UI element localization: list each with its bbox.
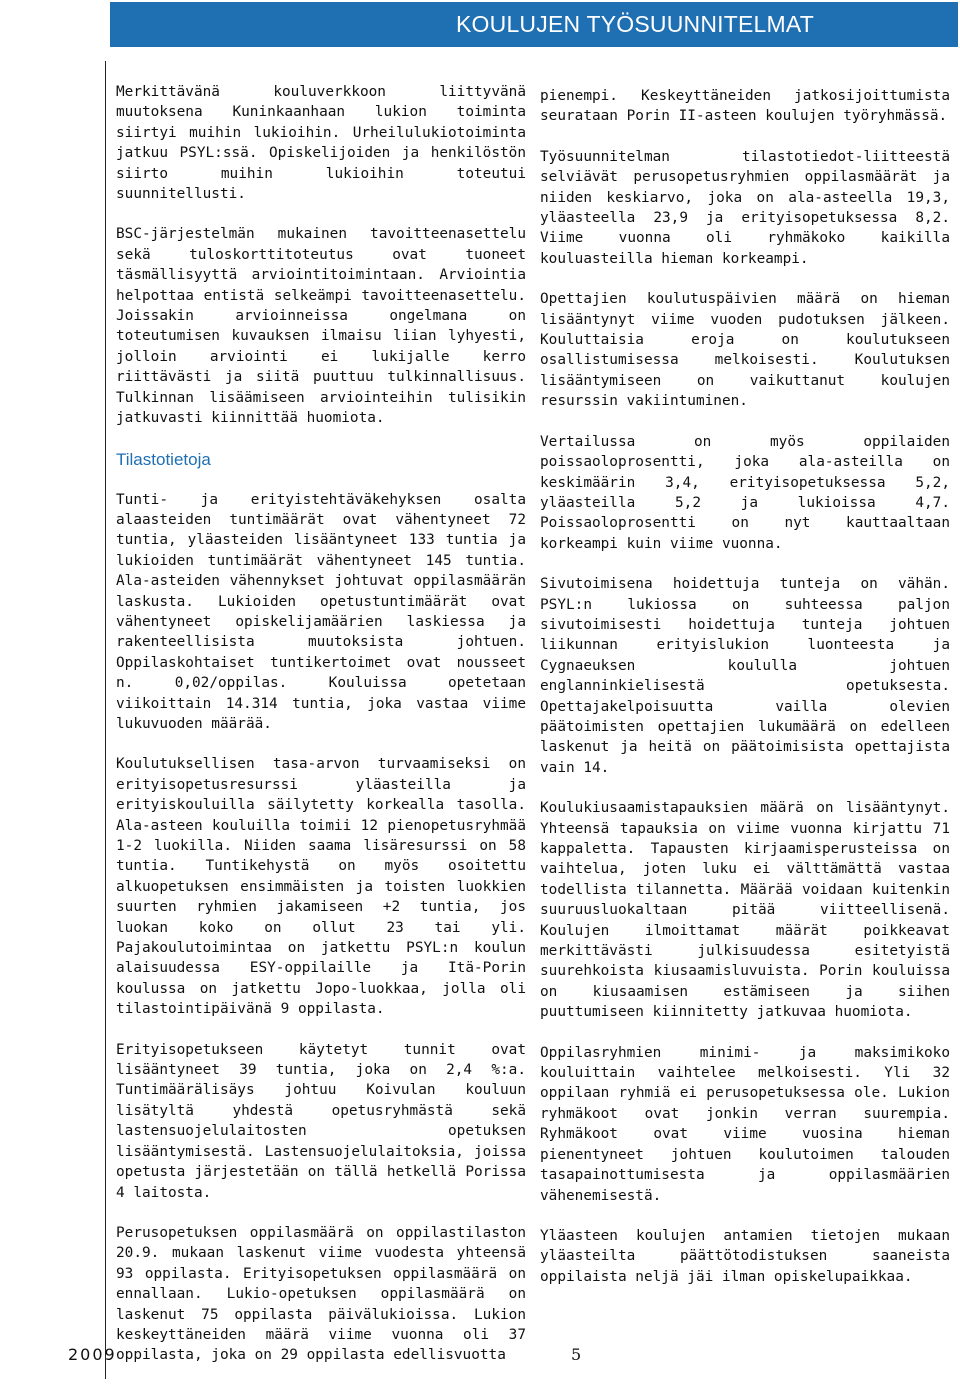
- page-number: 5: [571, 1345, 582, 1364]
- paragraph: Perusopetuksen oppilasmäärä on oppilastilaston 20.9. mukaan laskenut viime vuodesta yhteensä 93 oppilasta. Erityisopetuksen oppilasmäärä on ennallaan. Lukio-opetuksen oppilasmäärä on laskenut 75 oppilasta päivälukioissa. Lukion keskeyttäneiden määrä viime vuonna oli 37 oppilasta, joka on 29 oppilasta edellisvuotta: [116, 1224, 526, 1364]
- paragraph: Yläasteen koulujen antamien tietojen mukaan yläasteilta päättötodistuksen saaneista oppilaista neljä jäi ilman opiskelupaikkaa.: [540, 1227, 950, 1285]
- paragraph: Sivutoimisena hoidettuja tunteja on vähän. PSYL:n lukiossa on suhteessa paljon sivutoimisesti hoidettuja tunteja johtuen liikunnan erityislukion luonteesta ja Cygnaeuksen koululla johtuen englanninkielisestä opetuksesta. Opettajakelpoisuutta vailla olevien päätoimisten opettajien lukumäärä on edelleen laskenut ja heitä on päätoimisista opettajista vain 14.: [540, 576, 950, 776]
- paragraph: pienempi. Keskeyttäneiden jatkosijoittumista seurataan Porin II-asteen koulujen työryhmässä.: [540, 88, 950, 125]
- paragraph: Tunti- ja erityistehtäväkehyksen osalta alaasteiden tuntimäärät ovat vähentyneet 72 tuntia, yläasteiden lisääntyneet 133 tuntia ja lukioiden tuntimäärät vähentyneet 145 tuntia. Ala-asteiden vähennykset johtuvat oppilasmäärän laskusta. Lukioiden opetustuntimäärät ovat vähentyneet opiskelijamäärien laskiessa ja rakenteellisista muutoksista johtuen. Oppilaskohtaiset tuntikertoimet ovat nousseet n. 0,02/oppilas. Kouluissa opetetaan viikoittain 14.314 tuntia, joka vastaa viime lukuvuoden määrää.: [116, 491, 526, 732]
- paragraph: Opettajien koulutuspäivien määrä on hieman lisääntynyt viime vuoden pudotuksen jälkeen. Kouluttaisia eroja on koulutukseen osallistumisessa melkoisesti. Koulutuksen lisääntymiseen on vaikuttanut koulujen resurssin vakiintuminen.: [540, 291, 950, 410]
- right-column: [540, 86, 950, 1307]
- paragraph: Erityisopetukseen käytetyt tunnit ovat lisääntyneet 39 tuntia, joka on 2,4 %:a. Tuntimäärälisäys johtuu Koivulan kouluun lisätyltä yhdestä opetusryhmästä sekä lastensuojelulaitosten opetuksen lisääntymisestä. Lastensuojelulaitoksia, joissa opetusta järjestetään on tällä hetkellä Porissa 4 laitosta.: [116, 1041, 526, 1201]
- footer-year: 2009: [68, 1345, 117, 1364]
- paragraph: Koulutuksellisen tasa-arvon turvaamiseksi on erityisopetusresurssi yläasteilla ja erityiskouluilla säilytetty korkealla tasolla. Ala-asteen kouluilla toimii 12 pienopetusryhmää 1-2 luokilla. Niiden saama lisäresurssi on 58 tuntia. Tuntikehystä on myös osoitettu alkuopetuksen ensimmäisten ja toisten luokkien suurten ryhmien jakamiseen +2 tuntia, jos luokan koko on ollut 23 tai yli. Pajakoulutoimintaa on jatkettu PSYL:n koulun alaisuudessa ESY-oppilaille ja Itä-Porin koulussa on jatkettu Jopo-luokkaa, jolla oli tilastointipäivänä 9 oppilasta.: [116, 756, 526, 1018]
- paragraph: Vertailussa on myös oppilaiden poissaoloprosentti, joka ala-asteilla on keskimäärin 3,4, erityisopetuksessa 5,2, yläasteilla 5,2 ja lukioissa 4,7. Poissaoloprosentti on nyt kauttaaltaan korkeampi kuin viime vuonna.: [540, 433, 950, 552]
- section-heading: Tilastotietoja: [116, 449, 211, 469]
- paragraph: BSC-järjestelmän mukainen tavoitteenasettelu sekä tuloskorttitoteutus ovat tuoneet täsmällisyyttä arviointitoimintaan. Arviointia helpottaa entistä selkeämpi tavoitteenasettelu. Joissakin arvioinneissa ongelmana on toteutumisen kuvauksen ilmaisu liian lyhyesti, jolloin arviointi ei lukijalle kerro riittävästi ja siitä puuttuu tulkinnallisuus. Tulkinnan lisäämiseen arviointeihin tulisikin jatkuvasti kiinnittää huomiota.: [116, 226, 526, 427]
- paragraph: Koulukiusaamistapauksien määrä on lisääntynyt. Yhteensä tapauksia on viime vuonna kirjattu 71 kappaletta. Tapausten kirjaamisperusteissa on vaihtelua, joten luku ei välttämättä vastaa todellista tilannetta. Määrää voidaan kuitenkin suuruusluokaltaan pitää viitteellisenä. Koulujen ilmoittamat määrät poikkeavat merkittävästi julkisuudessa esitetyistä suurehkoista kiusaamisluvuista. Porin kouluissa on kiusaamisen estämiseen ja siihen puuttumiseen kiinnitetty jatkuvaa huomiota.: [540, 800, 950, 1021]
- paragraph: Työsuunnitelman tilastotiedot-liitteestä selviävät perusopetusryhmien oppilasmäärät ja niiden keskiarvo, joka on ala-asteella 19,3, yläasteella 23,9 ja erityisopetuksessa 8,2. Viime vuonna oli ryhmäkoko kaikilla kouluasteilla hieman korkeampi.: [540, 148, 950, 267]
- paragraph: Oppilasryhmien minimi- ja maksimikoko kouluittain vaihtelee melkoisesti. Yli 32 oppilaan ryhmiä ei perusopetuksessa ole. Lukion ryhmäkoot ovat jonkin verran suurempia. Ryhmäkoot ovat viime vuosina hieman pienentyneet johtuen koulutoimen talouden tasapainottumisesta ja oppilasmäärien vähenemisestä.: [540, 1044, 950, 1204]
- header-bar: [110, 2, 958, 47]
- page-title: KOULUJEN TYÖSUUNNITELMAT: [456, 11, 814, 37]
- left-column: [116, 82, 526, 1386]
- left-margin-rule: [105, 61, 106, 1379]
- paragraph: Merkittävänä kouluverkkoon liittyvänä muutoksena Kuninkaanhaan lukion toiminta siirtyi muihin lukioihin. Urheilulukiotoiminta jatkuu PSYL:ssä. Opiskelijoiden ja henkilöstön siirto muihin lukioihin toteutui suunnitellusti.: [116, 84, 526, 203]
